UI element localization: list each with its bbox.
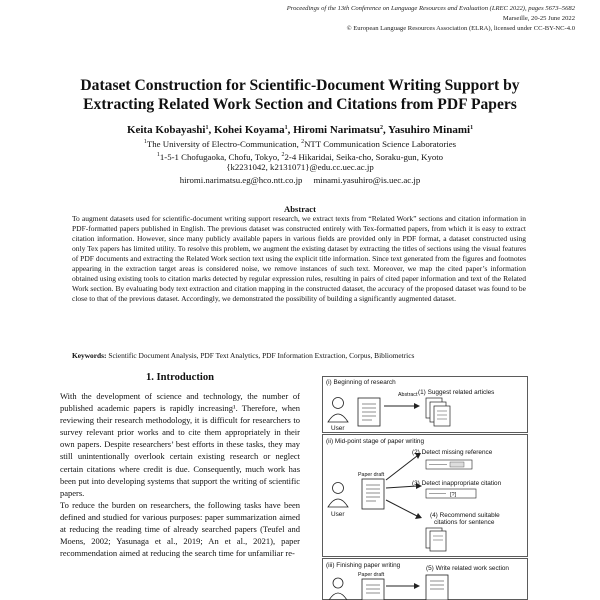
header-line-3: © European Language Resources Association (ELRA), licensed under CC-BY-NC-4.0 <box>346 25 575 32</box>
keywords-label: Keywords: <box>72 351 107 360</box>
header-line-1: Proceedings of the 13th Conference on Language Resources and Evaluation (LREC 2022), pages 5673–5682 <box>286 5 575 12</box>
proceedings-header <box>287 4 575 34</box>
related-work-document-icon <box>426 575 448 600</box>
paper-title <box>40 76 560 114</box>
stage-1-label: (i) Beginning of research <box>326 379 396 386</box>
author-2-sup: 1 <box>284 125 288 131</box>
article-stack-icon <box>426 398 450 426</box>
step-1-label: (1) Suggest related articles <box>418 389 495 396</box>
intro-paragraph-1: With the development of science and technology, the number of published academic papers is rapidly increasing¹. Therefore, when reviewing their research methodology, it is difficult for researchers to survey relevant prior works and to cite them appropriately in their own papers. Despite researchers’ best efforts in these tasks, they may still unintentionally overlook certain existing research or neglect certain citations where credit is due. Consequently, much work has been put into developing systems that support the writing of scientific papers. <box>60 391 300 498</box>
author-2: Kohei Koyama <box>213 124 285 136</box>
missing-reference-icon <box>426 460 472 469</box>
step-4a-label: (4) Recommend suitable <box>430 512 500 519</box>
document-icon <box>358 398 380 426</box>
affiliation-line-4 <box>40 175 560 186</box>
intro-body <box>60 390 300 559</box>
figure-writing-support <box>322 376 528 600</box>
author-4: Yasuhiro Minami <box>388 124 471 136</box>
user-icon <box>328 398 348 423</box>
author-1-sup: 1 <box>205 125 209 131</box>
draft-document-icon <box>362 579 384 600</box>
author-3: Hiromi Narimatsu <box>293 124 380 136</box>
arrow-right-icon <box>384 403 420 409</box>
email-narimatsu: hiromi.narimatsu.eg@hco.ntt.co.jp <box>179 175 303 185</box>
keywords <box>72 351 532 360</box>
step-5-label: (5) Write related work section <box>426 565 509 572</box>
user-icon <box>328 483 348 508</box>
affiliation-line-3: {k2231042, k2131071}@edu.cc.uec.ac.jp <box>226 162 374 172</box>
abstract-heading: Abstract <box>284 204 316 214</box>
author-4-sup: 1 <box>470 125 474 131</box>
keywords-text: Scientific Document Analysis, PDF Text Analytics, PDF Information Extraction, Corpus, Bibliometrics <box>108 351 415 360</box>
author-list: Keita Kobayashi$^1$, Kohei Koyama$^1$, Hiromi Narimatsu$^2$, Yasuhiro Minami$^1$ <box>126 124 474 136</box>
affiliation-1: The University of Electro-Communication, <box>146 139 299 149</box>
arrow-right-icon <box>386 583 420 589</box>
affiliation-line-1: $^1$The University of Electro-Communication, $^2$NTT Communication Science Laboratories <box>143 139 457 149</box>
step-2-label: (2) Detect missing reference <box>412 449 493 456</box>
user-1-label: User <box>331 425 345 432</box>
affiliation-line-2: $^1$1-5-1 Chofugaoka, Chofu, Tokyo, $^2$2-4 Hikaridai, Seika-cho, Soraku-gun, Kyoto <box>156 152 444 162</box>
intro-paragraph-2: To reduce the burden on researchers, the following tasks have been defined and studied for various purposes: paper summarization aimed at reducing the reading time of already searched papers (Teufel and Moens, 2002; Yasunaga et al., 2019; An et al., 2021), paper recommendation aimed at reducing the search time for unfamiliar re- <box>60 499 300 559</box>
user-2-label: User <box>331 511 345 518</box>
title-line-1: Dataset Construction for Scientific-Document Writing Support by <box>80 77 520 94</box>
stage-2-label: (ii) Mid-point stage of paper writing <box>326 438 425 445</box>
inappropriate-citation-icon <box>426 489 476 498</box>
email-minami: minami.yasuhiro@is.uec.ac.jp <box>313 175 421 185</box>
author-1: Keita Kobayashi <box>126 124 206 136</box>
recommend-stack-icon <box>426 528 446 551</box>
paper-draft-label: Paper draft <box>358 472 385 478</box>
affiliation-2: NTT Communication Science Laboratories <box>304 139 457 149</box>
citation-bracket: [?] <box>450 492 457 498</box>
abstract-label: Abstract <box>398 392 418 398</box>
paper-draft-2-label: Paper draft <box>358 572 385 578</box>
author-3-sup: 2 <box>379 125 383 131</box>
step-3-label: (3) Detect inappropriate citation <box>412 480 502 487</box>
title-line-2: Extracting Related Work Section and Citations from PDF Papers <box>83 96 517 113</box>
address-2: 2-4 Hikaridai, Seika-cho, Soraku-gun, Kyoto <box>284 152 444 162</box>
header-line-2: Marseille, 20-25 June 2022 <box>502 15 575 22</box>
user-icon <box>329 578 347 600</box>
stage-3-label: (iii) Finishing paper writing <box>326 562 401 569</box>
step-4b-label: citations for sentence <box>434 519 495 526</box>
address-1: 1-5-1 Chofugaoka, Chofu, Tokyo, <box>159 152 280 162</box>
abstract-text: To augment datasets used for scientific-document writing support research, we extract texts from “Related Work” sections and citation information in PDF-formatted papers published in English. The previous dataset was constructed entirely with Tex-formatted papers, from which it is easy to extract citation information. However, since many publicly available papers in various fields are provided only in PDF format, a dataset constructed using only Tex papers has limited utility. To resolve this problem, we augment the existing dataset by extracting the titles of sections using the visual features of PDF documents and extracting the Related Work section text using the explicit title information. Since text generated from the figures and footnotes appearing in the extraction target areas is considered noise, we remove instances of such text. Moreover, we map the cited paper’s information obtained using existing tools to citation marks detected by regular expression rules, resulting in pairs of cited paper information and text of the Related Work section. By evaluating body text extraction and citation mapping in the constructed dataset, the accuracy of the proposed dataset was found to be close to that of the previous dataset. Accordingly, we demonstrated the possibility of building a significantly augmented dataset. <box>72 214 526 304</box>
intro-heading: 1. Introduction <box>145 372 215 383</box>
draft-document-icon <box>362 479 384 509</box>
